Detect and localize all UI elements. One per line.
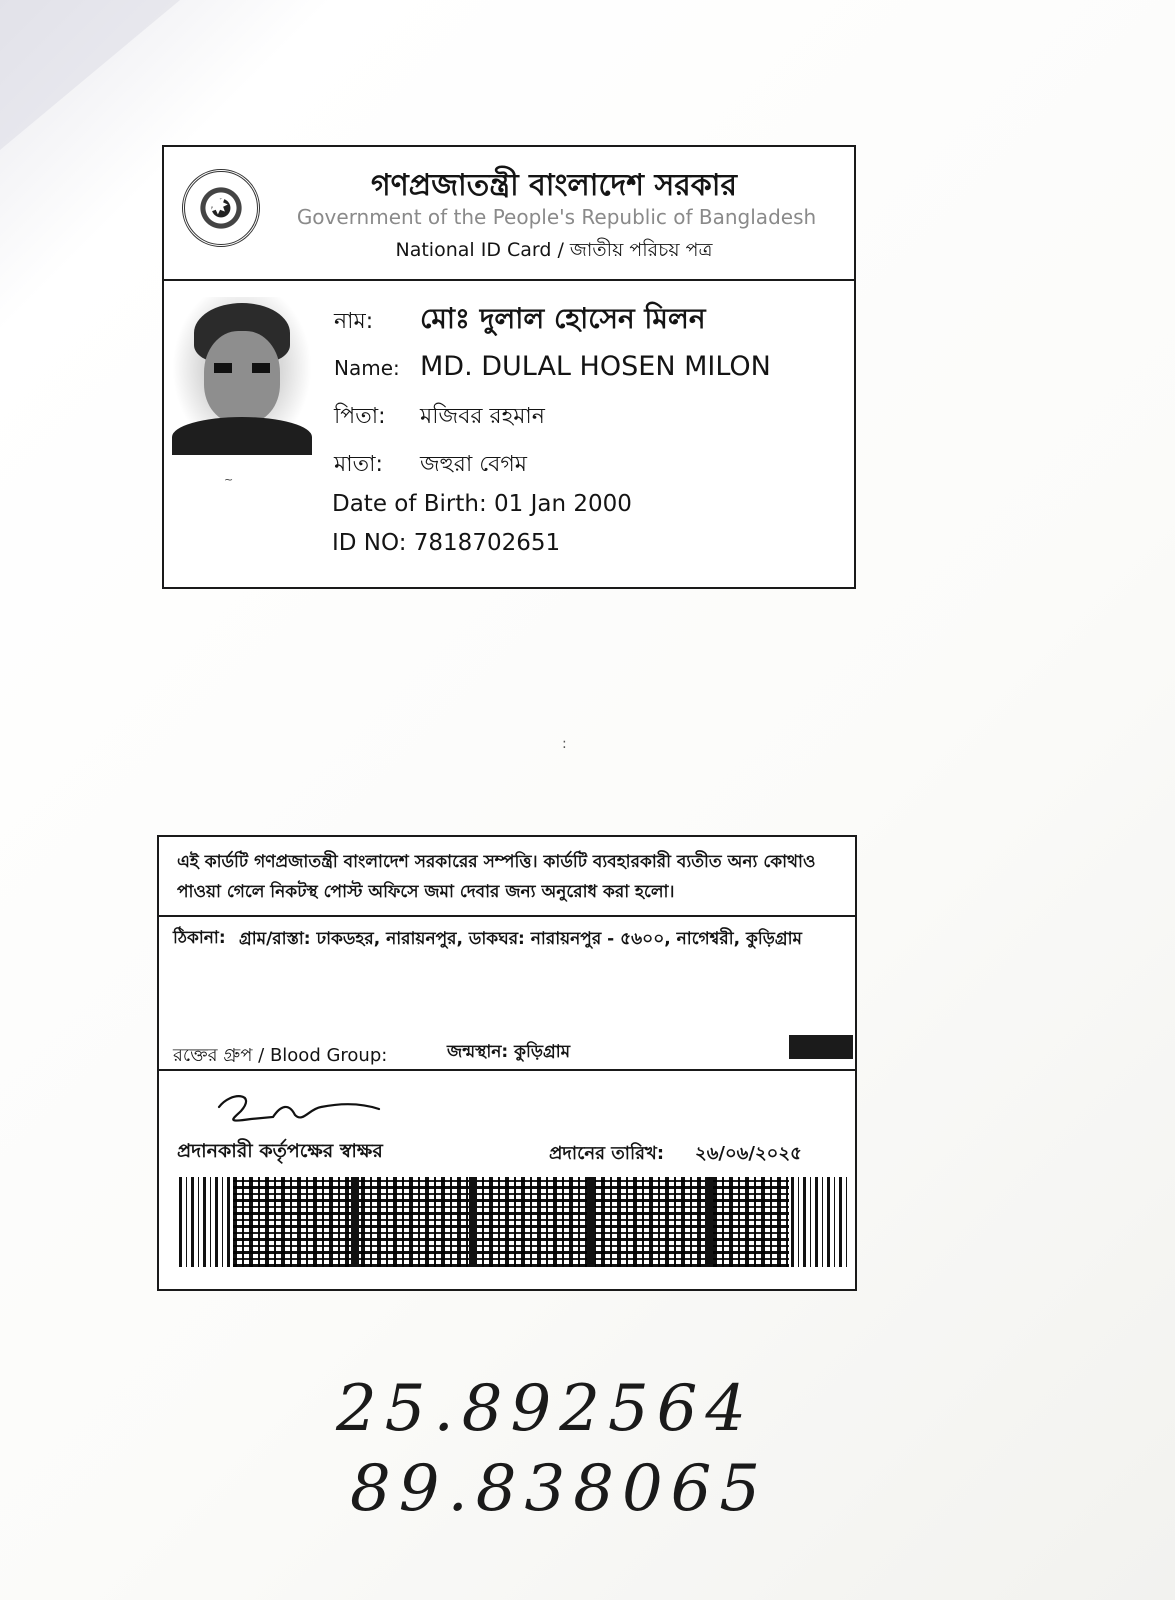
property-notice-box — [159, 837, 855, 917]
government-title-bangla: গণপ্রজাতন্ত্রী বাংলাদেশ সরকার — [371, 168, 737, 203]
name-english-label: Name: — [334, 356, 400, 380]
address-block — [159, 917, 855, 1071]
pdf417-barcode — [179, 1177, 849, 1267]
id-number-label: ID NO: — [332, 530, 407, 556]
father-row — [334, 399, 545, 436]
issue-date-label: প্রদানের তারিখ: — [549, 1143, 665, 1164]
name-bangla-label: নাম: — [334, 309, 374, 334]
holder-signature-mark: ~ — [224, 473, 234, 486]
blood-group-label: রক্তের গ্রুপ / Blood Group: — [173, 1045, 388, 1066]
address-label: ঠিকানা: — [173, 928, 226, 948]
signature-label: প্রদানকারী কর্তৃপক্ষের স্বাক্ষর — [177, 1140, 383, 1162]
handwritten-latitude: 25.892564 — [336, 1372, 755, 1446]
government-title-english: Government of the People's Republic of Bangladesh — [296, 205, 817, 229]
nid-card-front — [162, 145, 856, 589]
barcode-data-matrix — [233, 1177, 789, 1267]
birthplace-label: জন্মস্থান: — [447, 1042, 509, 1062]
date-of-birth-value: 01 Jan 2000 — [494, 491, 632, 517]
father-value: মজিবর রহমান — [420, 404, 545, 429]
handwritten-longitude: 89.838065 — [350, 1452, 769, 1526]
father-label: পিতা: — [334, 404, 386, 429]
mother-label: মাতা: — [334, 452, 383, 477]
government-seal-icon — [182, 169, 260, 247]
id-number-value: 7818702651 — [413, 530, 561, 556]
mother-row — [334, 447, 527, 484]
nid-card-back — [157, 835, 857, 1291]
property-notice-text: এই কার্ডটি গণপ্রজাতন্ত্রী বাংলাদেশ সরকারের সম্পত্তি। কার্ডটি ব্যবহারকারী ব্যতীত অন্য কোথাও পাওয়া গেলে নিকটস্থ পোস্ট অফিসে জমা দেবার জন্য অনুরোধ করা হলো। — [177, 852, 816, 902]
name-english-row — [334, 351, 771, 382]
birthplace-value: কুড়িগ্রাম — [514, 1042, 571, 1062]
name-bangla-row — [334, 297, 706, 344]
issuer-signature-icon — [211, 1085, 391, 1135]
card-title: National ID Card / জাতীয় পরিচয় পত্র — [395, 239, 713, 261]
address-value: গ্রাম/রাস্তা: ঢাকডহর, নারায়নপুর, ডাকঘর: নারায়নপুর - ৫৬০০, নাগেশ্বরী, কুড়িগ্রাম — [239, 929, 802, 949]
holder-photo — [172, 297, 312, 455]
birthplace-row — [447, 1039, 570, 1067]
date-of-birth-row — [332, 491, 632, 517]
card-header — [164, 147, 854, 281]
redaction-block — [789, 1035, 853, 1059]
mother-value: জহুরা বেগম — [420, 452, 528, 477]
issue-date-value: ২৬/০৬/২০২৫ — [695, 1143, 802, 1164]
page-corner-fold — [0, 0, 180, 150]
scan-speck: : — [562, 736, 567, 752]
date-of-birth-label: Date of Birth: — [332, 491, 487, 517]
name-english-value: MD. DULAL HOSEN MILON — [420, 351, 771, 382]
id-number-row — [332, 530, 560, 556]
seal-star-icon: ✸ — [207, 191, 229, 221]
name-bangla-value: মোঃ দুলাল হোসেন মিলন — [420, 302, 706, 335]
